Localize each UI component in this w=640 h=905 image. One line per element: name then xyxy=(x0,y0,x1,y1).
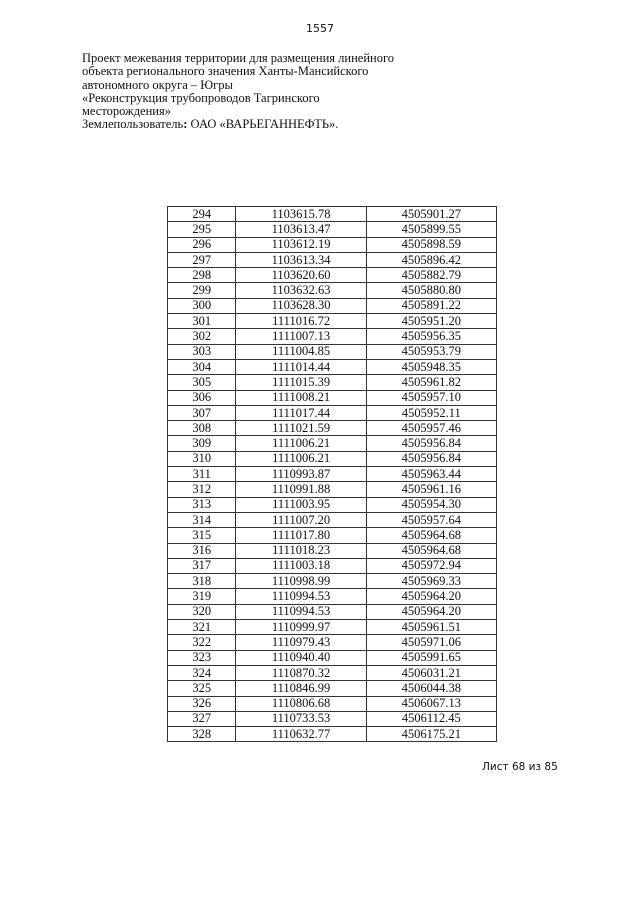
point-number-cell: 318 xyxy=(168,574,236,589)
header-line: объекта регионального значения Ханты-Мансийского xyxy=(82,64,369,79)
point-number-cell: 320 xyxy=(168,604,236,619)
x-coordinate-cell: 1103613.34 xyxy=(236,252,366,267)
point-number-cell: 296 xyxy=(168,237,236,252)
page-number: 1557 xyxy=(306,22,334,35)
point-number-cell: 305 xyxy=(168,375,236,390)
y-coordinate-cell: 4505901.27 xyxy=(366,207,496,222)
table-row xyxy=(168,207,497,222)
landuser-line xyxy=(82,118,412,131)
x-coordinate-cell: 1110999.97 xyxy=(236,620,366,635)
point-number-cell: 307 xyxy=(168,405,236,420)
x-coordinate-cell: 1103615.78 xyxy=(236,207,366,222)
y-coordinate-cell: 4505963.44 xyxy=(366,467,496,482)
point-number-cell: 310 xyxy=(168,451,236,466)
table-row xyxy=(168,451,497,466)
point-number-cell: 314 xyxy=(168,512,236,527)
y-coordinate-cell: 4505956.84 xyxy=(366,436,496,451)
point-number-cell: 321 xyxy=(168,620,236,635)
y-coordinate-cell: 4505971.06 xyxy=(366,635,496,650)
y-coordinate-cell: 4505957.46 xyxy=(366,421,496,436)
table-row xyxy=(168,558,497,573)
table-row xyxy=(168,421,497,436)
table-row xyxy=(168,436,497,451)
table-row xyxy=(168,283,497,298)
x-coordinate-cell: 1111004.85 xyxy=(236,344,366,359)
point-number-cell: 304 xyxy=(168,359,236,374)
x-coordinate-cell: 1111014.44 xyxy=(236,359,366,374)
y-coordinate-cell: 4505991.65 xyxy=(366,650,496,665)
point-number-cell: 297 xyxy=(168,252,236,267)
point-number-cell: 319 xyxy=(168,589,236,604)
document-header xyxy=(82,52,412,132)
x-coordinate-cell: 1111006.21 xyxy=(236,436,366,451)
x-coordinate-cell: 1103628.30 xyxy=(236,298,366,313)
point-number-cell: 322 xyxy=(168,635,236,650)
x-coordinate-cell: 1110870.32 xyxy=(236,665,366,680)
x-coordinate-cell: 1111006.21 xyxy=(236,451,366,466)
y-coordinate-cell: 4505964.20 xyxy=(366,589,496,604)
x-coordinate-cell: 1111008.21 xyxy=(236,390,366,405)
coordinates-table xyxy=(167,206,497,742)
point-number-cell: 300 xyxy=(168,298,236,313)
table-row xyxy=(168,268,497,283)
x-coordinate-cell: 1110998.99 xyxy=(236,574,366,589)
point-number-cell: 324 xyxy=(168,665,236,680)
y-coordinate-cell: 4505961.51 xyxy=(366,620,496,635)
y-coordinate-cell: 4506112.45 xyxy=(366,711,496,726)
x-coordinate-cell: 1111021.59 xyxy=(236,421,366,436)
y-coordinate-cell: 4505969.33 xyxy=(366,574,496,589)
point-number-cell: 294 xyxy=(168,207,236,222)
x-coordinate-cell: 1103613.47 xyxy=(236,222,366,237)
table-row xyxy=(168,574,497,589)
x-coordinate-cell: 1111017.80 xyxy=(236,528,366,543)
table-row xyxy=(168,405,497,420)
point-number-cell: 326 xyxy=(168,696,236,711)
y-coordinate-cell: 4505961.16 xyxy=(366,482,496,497)
point-number-cell: 301 xyxy=(168,314,236,329)
header-line: автономного округа – Югры xyxy=(82,77,233,92)
table-row xyxy=(168,635,497,650)
x-coordinate-cell: 1110994.53 xyxy=(236,589,366,604)
table-row xyxy=(168,543,497,558)
table-row xyxy=(168,390,497,405)
header-line: Проект межевания территории для размещения линейного xyxy=(82,51,395,65)
y-coordinate-cell: 4505956.35 xyxy=(366,329,496,344)
x-coordinate-cell: 1110940.40 xyxy=(236,650,366,665)
x-coordinate-cell: 1110733.53 xyxy=(236,711,366,726)
table-row xyxy=(168,359,497,374)
y-coordinate-cell: 4506067.13 xyxy=(366,696,496,711)
y-coordinate-cell: 4505956.84 xyxy=(366,451,496,466)
y-coordinate-cell: 4505882.79 xyxy=(366,268,496,283)
point-number-cell: 309 xyxy=(168,436,236,451)
point-number-cell: 315 xyxy=(168,528,236,543)
point-number-cell: 302 xyxy=(168,329,236,344)
y-coordinate-cell: 4505954.30 xyxy=(366,497,496,512)
table-row xyxy=(168,711,497,726)
y-coordinate-cell: 4505957.10 xyxy=(366,390,496,405)
x-coordinate-cell: 1111016.72 xyxy=(236,314,366,329)
y-coordinate-cell: 4505972.94 xyxy=(366,558,496,573)
y-coordinate-cell: 4505898.59 xyxy=(366,237,496,252)
point-number-cell: 323 xyxy=(168,650,236,665)
point-number-cell: 317 xyxy=(168,558,236,573)
y-coordinate-cell: 4505964.68 xyxy=(366,528,496,543)
x-coordinate-cell: 1110846.99 xyxy=(236,681,366,696)
table-row xyxy=(168,344,497,359)
point-number-cell: 298 xyxy=(168,268,236,283)
x-coordinate-cell: 1110991.88 xyxy=(236,482,366,497)
x-coordinate-cell: 1110806.68 xyxy=(236,696,366,711)
y-coordinate-cell: 4505891.22 xyxy=(366,298,496,313)
x-coordinate-cell: 1111017.44 xyxy=(236,405,366,420)
table-row xyxy=(168,512,497,527)
y-coordinate-cell: 4505964.20 xyxy=(366,604,496,619)
header-line: месторождения» xyxy=(82,104,171,119)
x-coordinate-cell: 1111007.20 xyxy=(236,512,366,527)
table-row xyxy=(168,650,497,665)
landuser-value: ОАО «ВАРЬЕГАННЕФТЬ». xyxy=(190,117,339,132)
table-row xyxy=(168,727,497,742)
point-number-cell: 311 xyxy=(168,467,236,482)
table-row xyxy=(168,298,497,313)
landuser-separator: : xyxy=(183,117,191,132)
point-number-cell: 328 xyxy=(168,727,236,742)
point-number-cell: 306 xyxy=(168,390,236,405)
y-coordinate-cell: 4505953.79 xyxy=(366,344,496,359)
y-coordinate-cell: 4505961.82 xyxy=(366,375,496,390)
table-row xyxy=(168,696,497,711)
x-coordinate-cell: 1111015.39 xyxy=(236,375,366,390)
x-coordinate-cell: 1103612.19 xyxy=(236,237,366,252)
point-number-cell: 308 xyxy=(168,421,236,436)
table-row xyxy=(168,665,497,680)
table-row xyxy=(168,528,497,543)
y-coordinate-cell: 4505948.35 xyxy=(366,359,496,374)
y-coordinate-cell: 4505952.11 xyxy=(366,405,496,420)
table-row xyxy=(168,252,497,267)
point-number-cell: 327 xyxy=(168,711,236,726)
point-number-cell: 295 xyxy=(168,222,236,237)
point-number-cell: 325 xyxy=(168,681,236,696)
point-number-cell: 313 xyxy=(168,497,236,512)
table-row xyxy=(168,222,497,237)
point-number-cell: 312 xyxy=(168,482,236,497)
table-row xyxy=(168,329,497,344)
x-coordinate-cell: 1110993.87 xyxy=(236,467,366,482)
y-coordinate-cell: 4505896.42 xyxy=(366,252,496,267)
sheet-counter: Лист 68 из 85 xyxy=(482,761,558,773)
x-coordinate-cell: 1111003.95 xyxy=(236,497,366,512)
x-coordinate-cell: 1103620.60 xyxy=(236,268,366,283)
x-coordinate-cell: 1110994.53 xyxy=(236,604,366,619)
y-coordinate-cell: 4505899.55 xyxy=(366,222,496,237)
header-line: «Реконструкция трубопроводов Тагринского xyxy=(82,90,320,105)
table-row xyxy=(168,604,497,619)
table-row xyxy=(168,482,497,497)
table-row xyxy=(168,620,497,635)
point-number-cell: 299 xyxy=(168,283,236,298)
table-row xyxy=(168,375,497,390)
y-coordinate-cell: 4506175.21 xyxy=(366,727,496,742)
coordinates-table-body xyxy=(168,207,497,742)
table-row xyxy=(168,589,497,604)
x-coordinate-cell: 1111018.23 xyxy=(236,543,366,558)
landuser-label: Землепользователь xyxy=(82,117,184,132)
y-coordinate-cell: 4506031.21 xyxy=(366,665,496,680)
y-coordinate-cell: 4505880.80 xyxy=(366,283,496,298)
point-number-cell: 303 xyxy=(168,344,236,359)
x-coordinate-cell: 1103632.63 xyxy=(236,283,366,298)
table-row xyxy=(168,497,497,512)
x-coordinate-cell: 1110632.77 xyxy=(236,727,366,742)
point-number-cell: 316 xyxy=(168,543,236,558)
x-coordinate-cell: 1110979.43 xyxy=(236,635,366,650)
y-coordinate-cell: 4505964.68 xyxy=(366,543,496,558)
y-coordinate-cell: 4505957.64 xyxy=(366,512,496,527)
table-row xyxy=(168,237,497,252)
table-row xyxy=(168,467,497,482)
y-coordinate-cell: 4505951.20 xyxy=(366,314,496,329)
table-row xyxy=(168,681,497,696)
x-coordinate-cell: 1111003.18 xyxy=(236,558,366,573)
y-coordinate-cell: 4506044.38 xyxy=(366,681,496,696)
table-row xyxy=(168,314,497,329)
x-coordinate-cell: 1111007.13 xyxy=(236,329,366,344)
